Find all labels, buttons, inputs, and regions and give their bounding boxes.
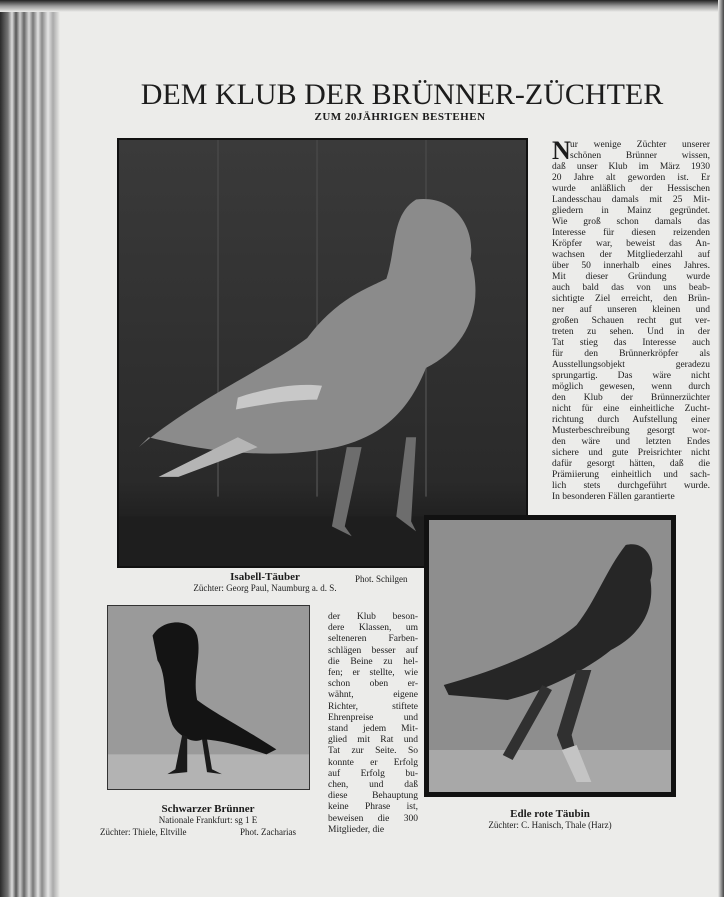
- caption-edle-rote: [452, 808, 648, 830]
- text-line: glied mit Rat und: [328, 735, 418, 746]
- text-line: großen Schauen recht gut ver-: [552, 316, 710, 326]
- text-line: 20 Jahre alt geworden ist. Er: [552, 173, 710, 183]
- text-line: die Beine zu hel-: [328, 656, 418, 667]
- text-line: Tat stieg das Interesse auch: [552, 338, 710, 348]
- text-line: schon oben er-: [328, 679, 418, 690]
- text-line: den Klub der Brünnerzüchter: [552, 393, 710, 403]
- text-line: Kröpfer war, beweist das An-: [552, 239, 710, 249]
- text-line: dere Klassen, um: [328, 623, 418, 634]
- text-line: ner auf unseren kleinen und: [552, 305, 710, 315]
- text-line: Ehrenpreise und: [328, 712, 418, 723]
- text-line: Richter, stiftete: [328, 701, 418, 712]
- text-line: chen, und daß: [328, 780, 418, 791]
- text-line: diese Behauptung: [328, 791, 418, 802]
- caption-schwarzer: [108, 803, 308, 825]
- article-column-2: [328, 612, 418, 836]
- text-line: wurde anläßlich der Hessischen: [552, 184, 710, 194]
- page-title: DEM KLUB DER BRÜNNER-ZÜCHTER: [140, 78, 664, 111]
- text-line: treten zu sehen. Und in der: [552, 327, 710, 337]
- caption-title: Edle rote Täubin: [510, 808, 590, 820]
- text-line: schlägen besser auf: [328, 645, 418, 656]
- text-line: ur wenige Züchter unserer: [570, 140, 710, 150]
- article-column-1: [552, 136, 710, 503]
- text-line: In besonderen Fällen garantierte: [552, 492, 675, 502]
- scan-right-edge: [718, 0, 724, 897]
- caption-breeder: Züchter: Thiele, Eltville: [100, 827, 187, 837]
- text-line: stand jedem Mit-: [328, 724, 418, 735]
- page-stack-edge: [0, 0, 64, 897]
- text-line: möglich gewesen, wenn durch: [552, 382, 710, 392]
- photo-credit: Phot. Schilgen: [355, 574, 408, 584]
- photo-schwarzer-bruenner: [107, 605, 310, 790]
- text-line: Mitglieder, die: [328, 824, 385, 835]
- text-line: wähnt, eigene: [328, 690, 418, 701]
- text-line: Mit dieser Gründung wurde: [552, 272, 710, 282]
- caption-title: Schwarzer Brünner: [161, 803, 255, 815]
- text-line: keine Phrase ist,: [328, 802, 418, 813]
- caption-breeder: Züchter: C. Hanisch, Thale (Harz): [488, 820, 612, 830]
- text-line: Musterbeschreibung gesorgt wor-: [552, 426, 710, 436]
- caption-note: Nationale Frankfurt: sg 1 E: [158, 815, 258, 825]
- text-line: den wäre und letzten Endes: [552, 437, 710, 447]
- text-line: der Klub beson-: [328, 612, 418, 622]
- text-line: auf Erfolg bu-: [328, 768, 418, 779]
- text-line: fen; er stellte, wie: [328, 668, 418, 679]
- photo-credit: Phot. Zacharias: [240, 827, 296, 837]
- photo-edle-rote-taeubin: [424, 515, 676, 797]
- text-line: gliedern in Mainz gegründet.: [552, 206, 710, 216]
- text-line: dafür gesorgt hätten, daß die: [552, 459, 710, 469]
- text-line: richtung durch Aufstellung einer: [552, 415, 710, 425]
- text-line: selteneren Farben-: [328, 634, 418, 645]
- caption-breeder: Züchter: Georg Paul, Naumburg a. d. S.: [193, 583, 337, 593]
- text-line: für den Brünnerkröpfer als: [552, 349, 710, 359]
- text-line: lich stets durchgeführt wurde.: [552, 481, 710, 491]
- scan-top-edge: [0, 0, 724, 12]
- text-line: Landesschau damals mit 25 Mit-: [552, 195, 710, 205]
- caption-title: Isabell-Täuber: [230, 571, 300, 583]
- text-line: Tat zur Seite. So: [328, 746, 418, 757]
- drop-cap: N: [552, 136, 571, 165]
- text-line: nicht für eine einheitliche Zucht-: [552, 404, 710, 414]
- text-line: Prämiierung einheitlich und sach-: [552, 470, 710, 480]
- text-line: schönen Brünner wissen,: [570, 151, 710, 161]
- page-subtitle: ZUM 20JÄHRIGEN BESTEHEN: [314, 111, 486, 123]
- text-line: sprungartig. Das wäre nicht: [552, 371, 710, 381]
- text-line: daß unser Klub im März 1930: [552, 162, 710, 172]
- caption-isabell: [150, 571, 380, 593]
- text-line: auch bald das von uns beab-: [552, 283, 710, 293]
- text-line: über 50 innerhalb eines Jahres.: [552, 261, 710, 271]
- text-line: konnte er Erfolg: [328, 757, 418, 768]
- text-line: wachsen der Mitgliederzahl auf: [552, 250, 710, 260]
- text-line: Wie groß schon damals das: [552, 217, 710, 227]
- text-line: Interesse für diesen reizenden: [552, 228, 710, 238]
- text-line: beweisen die 300: [328, 813, 418, 824]
- text-line: sichere und gute Preisrichter nicht: [552, 448, 710, 458]
- text-line: Ausstellungsobjekt geradezu: [552, 360, 710, 370]
- text-line: sichtigte Ziel erreicht, den Brün-: [552, 294, 710, 304]
- photo-isabell-taeuber: [117, 138, 528, 568]
